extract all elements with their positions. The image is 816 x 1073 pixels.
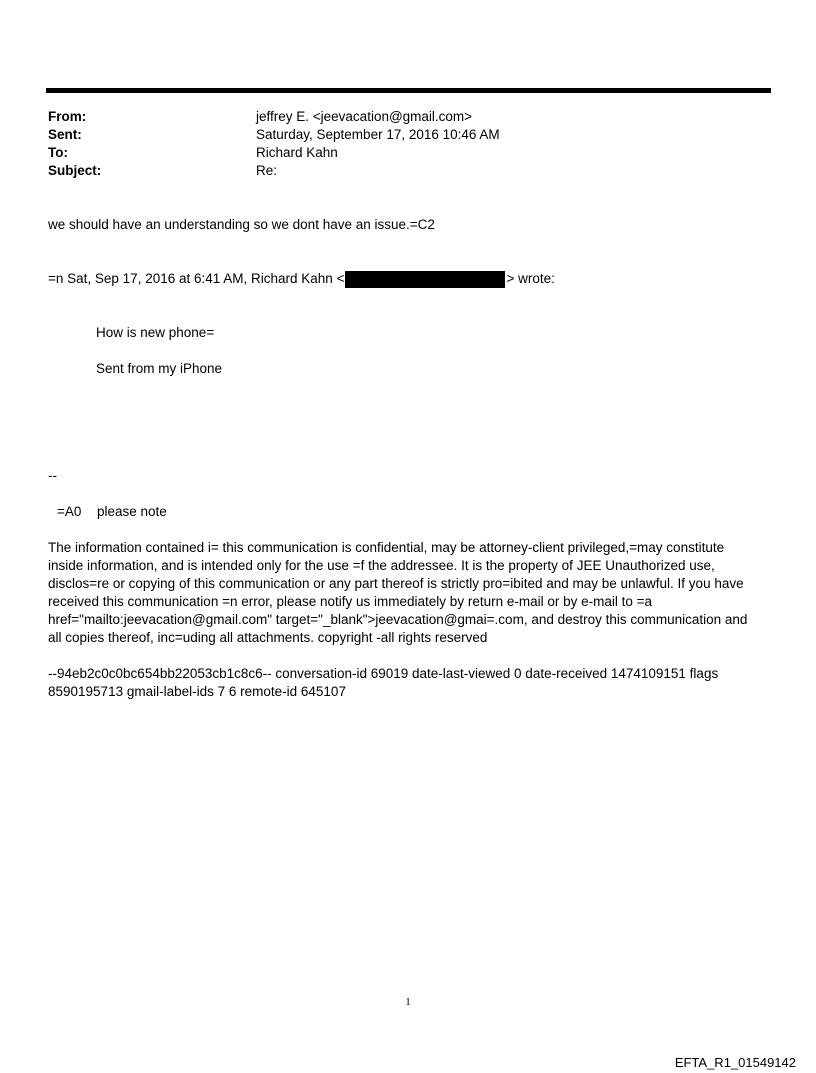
quoted-line-1: How is new phone=	[96, 325, 215, 340]
sent-value: Saturday, September 17, 2016 10:46 AM	[256, 127, 500, 142]
from-row	[48, 108, 500, 126]
to-label: To:	[48, 145, 68, 160]
from-value: jeffrey E. <jeevacation@gmail.com>	[256, 109, 473, 124]
subject-value: Re:	[256, 163, 278, 178]
quote-intro-after: > wrote:	[506, 271, 555, 286]
note-line	[57, 503, 167, 521]
subject-row	[48, 162, 500, 180]
page-number: 1	[405, 996, 411, 1008]
sent-row	[48, 126, 500, 144]
to-value: Richard Kahn	[256, 145, 338, 160]
quote-intro-before: =n Sat, Sep 17, 2016 at 6:41 AM, Richard Kahn <	[48, 271, 345, 286]
subject-label: Subject:	[48, 163, 102, 178]
quote-intro	[48, 270, 555, 288]
reply-text: we should have an understanding so we dont have an issue.=C2	[48, 217, 435, 232]
redaction-box	[345, 271, 505, 288]
note-text: please note	[97, 504, 167, 519]
header-rule	[46, 88, 771, 93]
quoted-line-2: Sent from my iPhone	[96, 361, 223, 376]
sent-label: Sent:	[48, 127, 82, 142]
from-label: From:	[48, 109, 87, 124]
bates-number: EFTA_R1_01549142	[674, 1055, 796, 1070]
note-code: =A0	[57, 504, 82, 519]
message-metadata: --94eb2c0c0bc654bb22053cb1c8c6-- conversation-id 69019 date-last-viewed 0 date-received 1474109151 flags 8590195713 gmail-label-ids 7 6 remote-id 645107	[48, 666, 719, 699]
to-row	[48, 144, 500, 162]
confidentiality-disclaimer: The information contained i= this communication is confidential, may be attorney-client privileged,=may constitute inside information, and is intended only for the use =f the addressee. It is the property of JEE Unauthorized use, disclos=re or copying of this communication or any part thereof is strictly pro=ibited and may be unlawful. If you have received this communication =n error, please notify us immediately by return e-mail or by e-mail to =a href="mailto:jeevacation@gmail.com" target="_blank">jeevacation@gmai=.com, and destroy this communication and all copies thereof, inc=uding all attachments. copyright -all rights reserved	[48, 540, 748, 645]
signature-separator: --	[48, 468, 57, 483]
email-header	[48, 108, 500, 180]
